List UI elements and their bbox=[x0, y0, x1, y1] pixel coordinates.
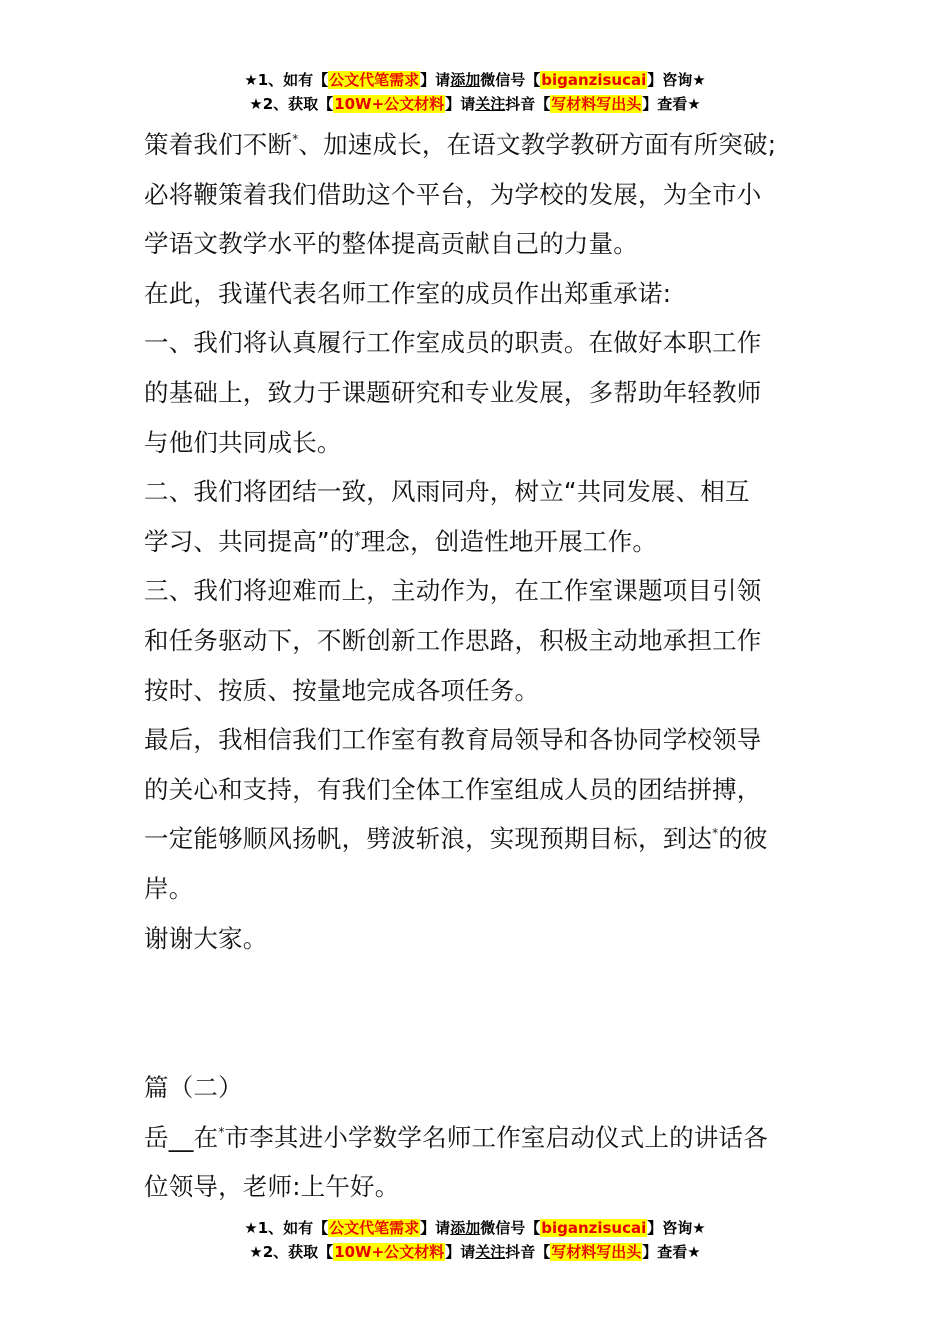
underlined-text: 关注 bbox=[475, 95, 506, 113]
promo-banner-top bbox=[0, 68, 950, 116]
promo-text: ★1、如有【 bbox=[244, 1219, 329, 1237]
body-line: 的基础上，致力于课题研究和专业发展，多帮助年轻教师 bbox=[144, 377, 762, 407]
text-run: 学习、共同提高”的 bbox=[144, 526, 355, 556]
highlight-service: 公文代笔需求 bbox=[329, 71, 420, 89]
highlight-service: 公文代笔需求 bbox=[329, 1219, 420, 1237]
underlined-text: 添加 bbox=[450, 71, 481, 89]
text-run: 市李其进小学数学名师工作室启动仪式上的讲话各 bbox=[224, 1122, 768, 1152]
text-run: 理念，创造性地开展工作。 bbox=[360, 526, 658, 556]
section-heading: 篇（二） bbox=[144, 1073, 243, 1103]
highlight-wechat-id: biganzisucai bbox=[541, 71, 647, 89]
body-line: 必将鞭策着我们借助这个平台，为学校的发展，为全市小 bbox=[144, 179, 762, 209]
body-line: 三、我们将迎难而上，主动作为，在工作室课题项目引领 bbox=[144, 576, 762, 606]
footnote-mark: * bbox=[354, 528, 361, 543]
footnote-mark: * bbox=[218, 1124, 225, 1139]
text-run: 岳__在 bbox=[144, 1122, 219, 1152]
body-line: 二、我们将团结一致，风雨同舟，树立“共同发展、相互 bbox=[144, 477, 750, 507]
text-run: 一定能够顺风扬帆，劈波斩浪，实现预期目标，到达 bbox=[144, 824, 713, 854]
body-line: 按时、按质、按量地完成各项任务。 bbox=[144, 675, 540, 705]
underlined-text: 添加 bbox=[450, 1219, 481, 1237]
promo-banner-bottom bbox=[0, 1216, 950, 1264]
body-line bbox=[144, 814, 824, 864]
text-run: 策着我们不断 bbox=[144, 130, 293, 159]
body-line: 位领导，老师:上午好。 bbox=[144, 1172, 400, 1202]
body-line bbox=[144, 120, 824, 170]
promo-text: 抖音【 bbox=[505, 95, 551, 113]
highlight-materials: 10W+公文材料 bbox=[334, 1243, 445, 1261]
highlight-wechat-id: biganzisucai bbox=[541, 1219, 647, 1237]
promo-text: 】请 bbox=[445, 95, 476, 113]
body-line: 一、我们将认真履行工作室成员的职责。在做好本职工作 bbox=[144, 328, 762, 358]
body-line: 岸。 bbox=[144, 873, 194, 903]
body-line: 的关心和支持，有我们全体工作室组成人员的团结拼搏， bbox=[144, 774, 762, 804]
body-line bbox=[144, 1113, 824, 1163]
promo-text: 微信号【 bbox=[480, 1219, 541, 1237]
highlight-douyin: 写材料写出头 bbox=[551, 95, 642, 113]
body-line: 在此，我谨代表名师工作室的成员作出郑重承诺: bbox=[144, 278, 672, 308]
promo-text: 】咨询★ bbox=[647, 71, 706, 89]
footnote-mark: * bbox=[292, 132, 299, 146]
promo-line-2 bbox=[0, 92, 950, 116]
underlined-text: 关注 bbox=[475, 1243, 506, 1261]
body-line: 和任务驱动下，不断创新工作思路，积极主动地承担工作 bbox=[144, 625, 762, 655]
promo-text: 】咨询★ bbox=[647, 1219, 706, 1237]
body-line: 学语文教学水平的整体提高贡献自己的力量。 bbox=[144, 229, 638, 259]
promo-text: 】请 bbox=[420, 71, 451, 89]
promo-text: ★2、获取【 bbox=[249, 95, 334, 113]
promo-text: ★1、如有【 bbox=[244, 71, 329, 89]
document-body bbox=[144, 120, 824, 1212]
promo-line-1 bbox=[0, 68, 950, 92]
body-line: 与他们共同成长。 bbox=[144, 427, 342, 457]
promo-text: 抖音【 bbox=[505, 1243, 551, 1261]
body-line: 最后，我相信我们工作室有教育局领导和各协同学校领导 bbox=[144, 725, 762, 755]
text-run: 、加速成长，在语文教学教研方面有所突破; bbox=[298, 130, 777, 159]
promo-text: 】查看★ bbox=[642, 95, 701, 113]
body-line bbox=[144, 517, 824, 567]
promo-text: 微信号【 bbox=[480, 71, 541, 89]
promo-line-2 bbox=[0, 1240, 950, 1264]
promo-text: 】请 bbox=[420, 1219, 451, 1237]
highlight-douyin: 写材料写出头 bbox=[551, 1243, 642, 1261]
body-line: 谢谢大家。 bbox=[144, 923, 268, 953]
footnote-mark: * bbox=[712, 826, 719, 841]
promo-line-1 bbox=[0, 1216, 950, 1240]
paragraph-gap bbox=[144, 963, 824, 1063]
text-run: 的彼 bbox=[718, 824, 768, 854]
promo-text: 】请 bbox=[445, 1243, 476, 1261]
promo-text: 】查看★ bbox=[642, 1243, 701, 1261]
highlight-materials: 10W+公文材料 bbox=[334, 95, 445, 113]
promo-text: ★2、获取【 bbox=[249, 1243, 334, 1261]
